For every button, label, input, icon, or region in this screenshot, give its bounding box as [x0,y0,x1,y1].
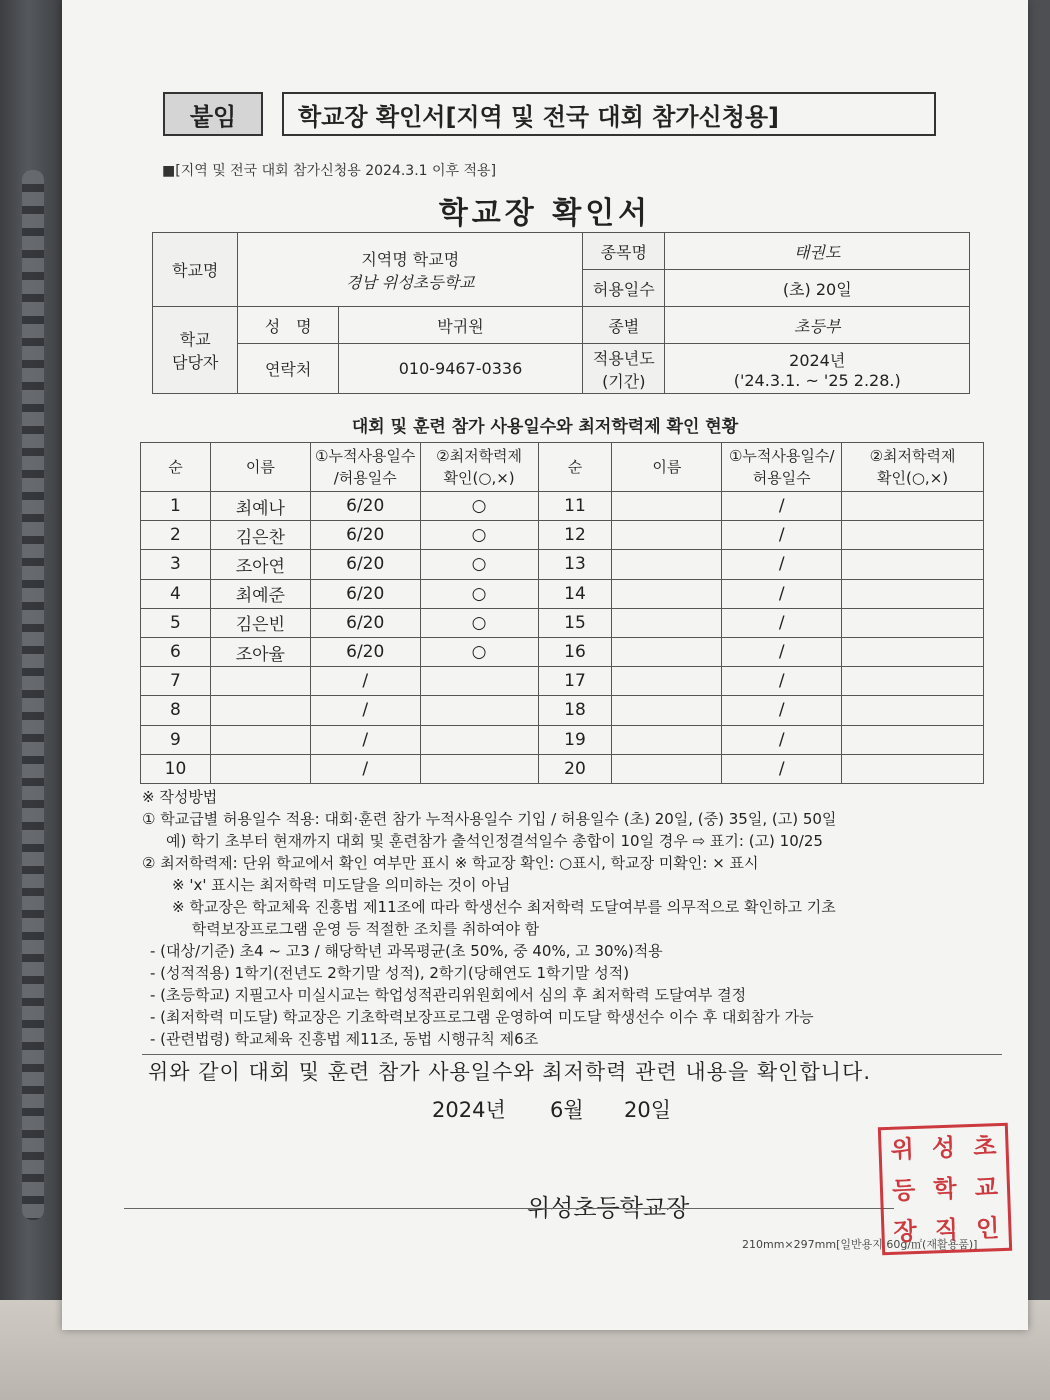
cell-check [420,725,538,754]
table-row [141,608,984,637]
cell-no: 2 [141,521,211,550]
note-line: - (관련법령) 학교체육 진흥법 제11조, 동법 시행규칙 제6조 [150,1030,539,1048]
division-value: 초등부 [665,307,970,344]
school-value: 경남 위성초등학교 [345,272,475,292]
col-check-line2: 확인(○,×) [443,469,515,487]
col-no-right: 순 [538,443,612,492]
note-line: - (대상/기준) 초4 ~ 고3 / 해당학년 과목평균(초 50%, 중 40%, 고 30%)적용 [150,942,663,960]
col-days-right-line1: ①누적사용일수/ [728,447,835,465]
cell-no: 4 [141,579,211,608]
cell-name2 [612,521,722,550]
cell-no2: 15 [538,608,612,637]
table-row [141,492,984,521]
col-days-right [722,443,842,492]
note-line: - (성적적용) 1학기(전년도 2학기말 성적), 2학기(당해연도 1학기말 성적) [150,964,630,982]
cell-days: 6/20 [310,608,420,637]
cell-no: 3 [141,550,211,579]
confirm-rule [142,1054,1002,1055]
table-row [141,637,984,666]
cell-days: 6/20 [310,550,420,579]
cell-name2 [612,725,722,754]
table-row [141,667,984,696]
col-name: 이름 [210,443,310,492]
region-school-label: 지역명 학교명 [361,249,460,269]
seal-char: 초 [972,1132,997,1162]
cell-no2: 11 [538,492,612,521]
col-check-line1: ②최저학력제 [436,447,523,465]
cell-no: 10 [141,754,211,783]
cell-name2 [612,608,722,637]
cell-no2: 18 [538,696,612,725]
official-seal [878,1123,1012,1255]
note-line: ※ 작성방법 [142,788,218,806]
cell-check2 [842,608,984,637]
table-row [141,696,984,725]
date-day: 20일 [624,1098,672,1122]
cell-name: 최예준 [210,579,310,608]
cell-days2: / [722,696,842,725]
col-check [420,443,538,492]
cell-no2: 17 [538,667,612,696]
cell-name2 [612,667,722,696]
col-check-right-line1: ②최저학력제 [869,447,956,465]
note-line: 예) 학기 초부터 현재까지 대회 및 훈련참가 출석인정결석일수 총합이 10일 경우 ⇨ 표기: (고) 10/25 [166,832,823,850]
cell-name: 조아연 [210,550,310,579]
school-label: 학교명 [153,233,238,307]
seal-char: 성 [931,1133,956,1163]
cell-name [210,696,310,725]
cell-days: / [310,725,420,754]
col-days-line2: /허용일수 [333,469,397,487]
seal-char: 학 [932,1174,958,1204]
sport-value: 태권도 [665,233,970,270]
table-row [141,754,984,783]
cell-days: / [310,754,420,783]
allowed-days-label: 허용일수 [583,270,665,307]
cell-name: 최예나 [210,492,310,521]
cell-check2 [842,579,984,608]
cell-name2 [612,550,722,579]
cell-no: 1 [141,492,211,521]
name-value: 박귀원 [338,307,582,344]
section-title: 대회 및 훈련 참가 사용일수와 최저학력제 확인 현황 [351,417,739,437]
cell-days2: / [722,725,842,754]
binder-rings [22,170,44,1220]
signature-rule [124,1208,894,1209]
cell-no2: 13 [538,550,612,579]
header-title: 학교장 확인서[지역 및 전국 대회 참가신청용] [282,92,936,136]
manager-label-2: 담당자 [172,353,219,372]
division-label: 종별 [583,307,665,344]
cell-check: ○ [420,521,538,550]
confirmation-statement: 위와 같이 대회 및 훈련 참가 사용일수와 최저학력 관련 내용을 확인합니다. [148,1060,872,1084]
cell-check2 [842,637,984,666]
note-line: ※ 학교장은 학교체육 진흥법 제11조에 따라 학생선수 최저학력 도달여부를 의무적으로 확인하고 기초 [172,898,836,916]
table-row [141,521,984,550]
table-row [141,579,984,608]
date-year: 2024년 [432,1098,506,1122]
cell-name2 [612,579,722,608]
allowed-days-value: (초) 20일 [665,270,970,307]
cell-check: ○ [420,637,538,666]
cell-days: 6/20 [310,579,420,608]
note-line: - (최저학력 미도달) 학교장은 기초학력보장프로그램 운영하여 미도달 학생선수 이수 후 대회참가 가능 [150,1008,814,1026]
cell-days2: / [722,550,842,579]
cell-days2: / [722,579,842,608]
school-cell [238,233,583,307]
participation-table [140,442,984,784]
year-value: 2024년 [789,350,846,370]
col-check-right-line2: 확인(○,×) [877,469,949,487]
cell-name2 [612,637,722,666]
col-days-right-line2: 허용일수 [752,469,811,487]
cell-no: 8 [141,696,211,725]
cell-no: 5 [141,608,211,637]
table-row [141,725,984,754]
cell-check2 [842,696,984,725]
cell-no: 6 [141,637,211,666]
manager-label [153,307,238,394]
table-row [141,550,984,579]
cell-no: 7 [141,667,211,696]
cell-name: 조아율 [210,637,310,666]
cell-name2 [612,492,722,521]
year-label-1: 적용년도 [592,348,655,368]
cell-days: / [310,667,420,696]
note-line: 학력보장프로그램 운영 등 적절한 조치를 취하여야 함 [172,920,540,938]
cell-check2 [842,492,984,521]
cell-check2 [842,754,984,783]
cell-days: 6/20 [310,637,420,666]
col-name-right: 이름 [612,443,722,492]
binder-edge [0,0,70,1400]
note-line: ※ 'x' 표시는 최저학력 미도달을 의미하는 것이 아님 [172,876,511,894]
applicability-note: ■[지역 및 전국 대회 참가신청용 2024.3.1 이후 적용] [162,163,497,179]
name-label: 성 명 [238,307,338,344]
sport-label: 종목명 [583,233,665,270]
cell-days: / [310,696,420,725]
note-line: - (초등학교) 지필고사 미실시교는 학업성적관리위원회에서 심의 후 최저학력 도달여부 결정 [150,986,747,1004]
cell-days2: / [722,754,842,783]
paper-spec-note: 210mm×297mm[일반용지 60g/㎡(재활용품)] [742,1238,978,1251]
cell-no2: 12 [538,521,612,550]
seal-char: 등 [891,1176,916,1205]
cell-days2: / [722,492,842,521]
col-days [310,443,420,492]
cell-check: ○ [420,608,538,637]
col-no: 순 [141,443,211,492]
cell-no: 9 [141,725,211,754]
cell-name [210,667,310,696]
cell-check: ○ [420,550,538,579]
col-check-right [842,443,984,492]
note-line: ② 최저학력제: 단위 학교에서 확인 여부만 표시 ※ 학교장 확인: ○표시, 학교장 미확인: × 표시 [142,854,759,872]
cell-days2: / [722,608,842,637]
seal-char: 인 [975,1213,1000,1243]
attachment-label: 붙임 [163,92,263,136]
cell-no2: 16 [538,637,612,666]
contact-value: 010-9467-0336 [338,344,582,394]
seal-char: 위 [890,1135,915,1165]
cell-days: 6/20 [310,521,420,550]
cell-check2 [842,521,984,550]
year-label-2: (기간) [602,371,646,391]
year-label [583,344,665,394]
cell-name2 [612,696,722,725]
document-page [62,0,1028,1330]
seal-char: 직 [934,1215,959,1245]
cell-days2: / [722,637,842,666]
principal-title: 위성초등학교장 [527,1194,690,1222]
cell-check: ○ [420,492,538,521]
cell-check2 [842,550,984,579]
contact-label: 연락처 [238,344,338,394]
date-month: 6월 [550,1098,584,1122]
cell-check [420,754,538,783]
manager-label-1: 학교 [179,330,211,349]
cell-days2: / [722,667,842,696]
cell-no2: 19 [538,725,612,754]
cell-check2 [842,667,984,696]
cell-name: 김은찬 [210,521,310,550]
cell-check2 [842,725,984,754]
cell-days2: / [722,521,842,550]
page-title: 학교장 확인서 [438,196,652,231]
cell-check [420,696,538,725]
cell-name [210,754,310,783]
cell-check [420,667,538,696]
cell-no2: 14 [538,579,612,608]
period-value: ('24.3.1. ~ '25 2.28.) [733,370,901,390]
cell-check: ○ [420,579,538,608]
col-days-line1: ①누적사용일수 [315,447,416,465]
cell-no2: 20 [538,754,612,783]
writing-instructions [142,786,1002,1050]
cell-name: 김은빈 [210,608,310,637]
cell-name [210,725,310,754]
year-cell [665,344,970,394]
info-table [152,232,970,394]
note-line: ① 학교급별 허용일수 적용: 대회·훈련 참가 누적사용일수 기입 / 허용일수 (초) 20일, (중) 35일, (고) 50일 [142,810,837,828]
seal-char: 교 [974,1173,999,1202]
cell-name2 [612,754,722,783]
seal-char: 장 [893,1216,918,1246]
cell-days: 6/20 [310,492,420,521]
